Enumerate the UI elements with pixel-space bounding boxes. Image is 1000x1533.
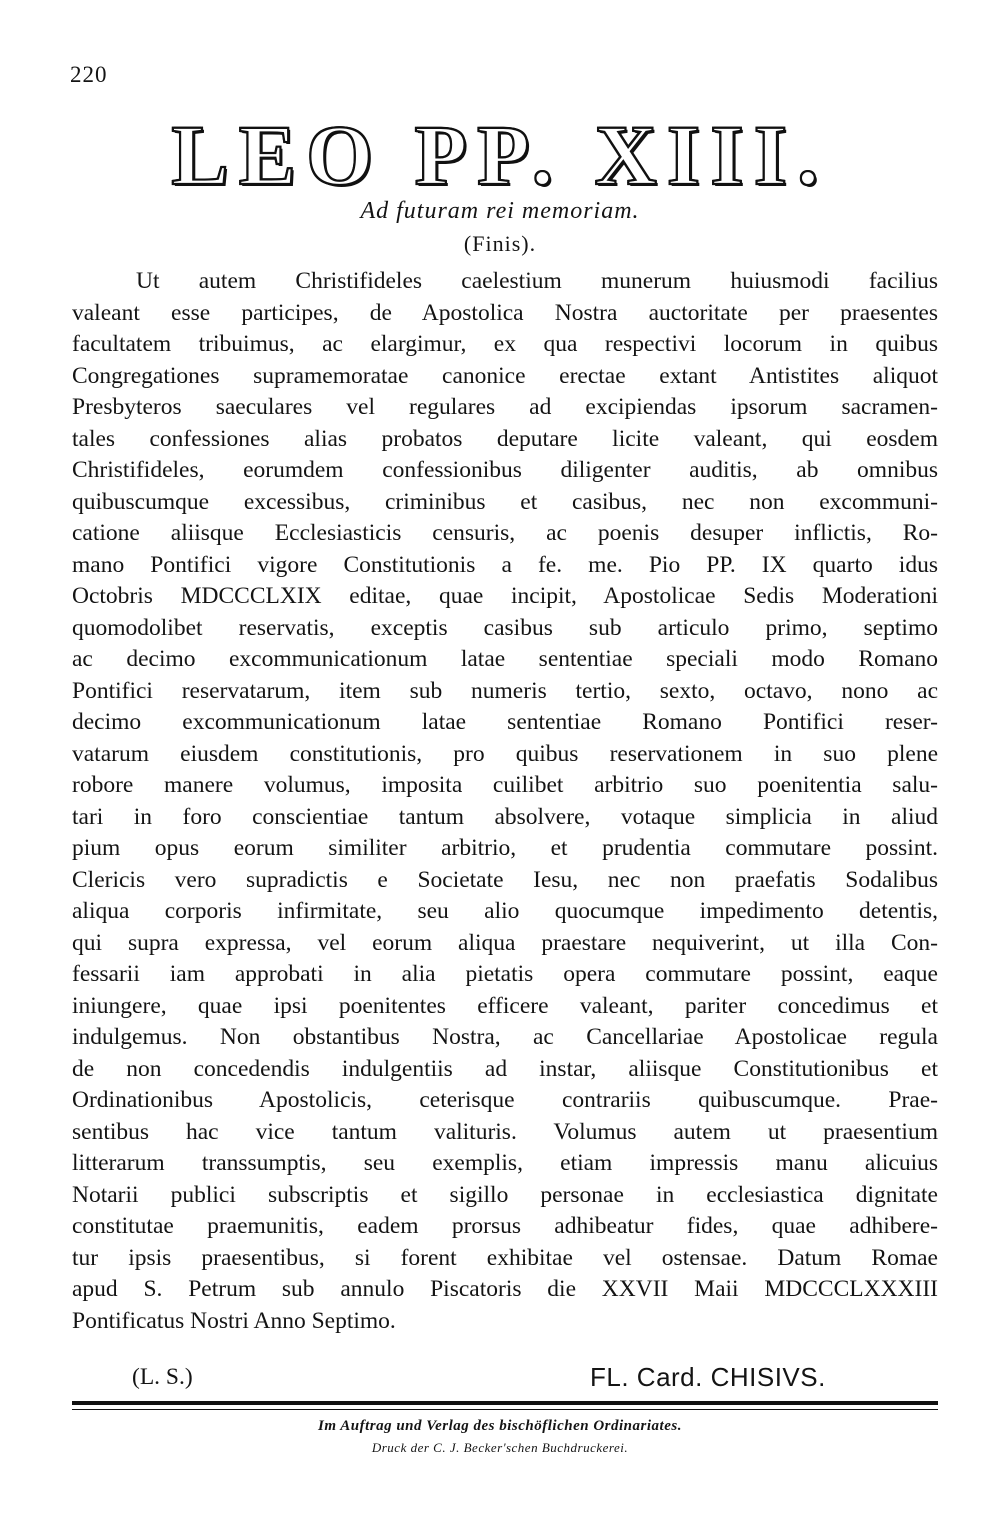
- text-line: catione aliisque Ecclesiasticis censuris, ac poenis desuper inflictis, Ro-: [72, 520, 938, 546]
- text-line: aliqua corporis infirmitate, seu alio quocumque impedimento detentis,: [72, 898, 938, 924]
- text-line: fessarii iam approbati in alia pietatis opera commutare possint, eaque: [72, 961, 938, 987]
- text-line: apud S. Petrum sub annulo Piscatoris die XXVII Maii MDCCCLXXXIII: [72, 1276, 938, 1302]
- text-line: valeant esse participes, de Apostolica Nostra auctoritate per praesentes: [72, 299, 938, 326]
- footer-rule-thick: [72, 1401, 938, 1405]
- subtitle: Ad futuram rei memoriam.: [360, 198, 640, 224]
- text-line: litterarum transsumptis, seu exemplis, etiam impressis manu alicuius: [72, 1150, 938, 1176]
- text-line: Ordinationibus Apostolicis, ceterisque contrariis quibuscumque. Prae-: [72, 1087, 938, 1113]
- text-line: quomodolibet reservatis, exceptis casibus sub articulo primo, septimo: [72, 614, 938, 641]
- text-line: Octobris MDCCCLXIX editae, quae incipit, Apostolicae Sedis Moderationi: [72, 583, 938, 609]
- text-line: sentibus hac vice tantum valituris. Volumus autem ut praesentium: [72, 1118, 938, 1145]
- text-line: Presbyteros saeculares vel regulares ad excipiendas ipsorum sacramen-: [72, 394, 938, 420]
- text-line: tari in foro conscientiae tantum absolvere, votaque simplicia in aliud: [72, 803, 938, 830]
- footer-rule-thin: [72, 1409, 938, 1410]
- text-line: indulgemus. Non obstantibus Nostra, ac Cancellariae Apostolicae regula: [72, 1024, 938, 1050]
- text-line: tales confessiones alias probatos deputare licite valeant, qui eosdem: [72, 425, 938, 452]
- text-line: quibuscumque excessibus, criminibus et casibus, nec non excommuni-: [72, 488, 938, 515]
- text-line: iniungere, quae ipsi poenitentes efficere valeant, pariter concedimus et: [72, 992, 938, 1019]
- text-line: Congregationes supramemoratae canonice erectae extant Antistites aliquot: [72, 362, 938, 389]
- text-line: robore manere volumus, imposita cuilibet arbitrio suo poenitentia salu-: [72, 772, 938, 798]
- text-line: Pontificatus Nostri Anno Septimo.: [72, 1307, 396, 1334]
- text-line: Notarii publici subscriptis et sigillo personae in ecclesiastica dignitate: [72, 1181, 938, 1208]
- text-line: pium opus eorum similiter arbitrio, et prudentia commutare possint.: [72, 835, 938, 861]
- text-line: de non concedendis indulgentiis ad instar, aliisque Constitutionibus et: [72, 1055, 938, 1082]
- finis-label: (Finis).: [463, 231, 537, 256]
- text-line: mano Pontifici vigore Constitutionis a fe. me. Pio PP. IX quarto idus: [72, 551, 938, 578]
- page-title: LEO PP. XIII.: [171, 107, 829, 203]
- seal-mark: (L. S.): [132, 1364, 193, 1390]
- text-line: facultatem tribuimus, ac elargimur, ex qua respectivi locorum in quibus: [72, 331, 938, 357]
- text-line: ac decimo excommunicationum latae sententiae speciali modo Romano: [72, 646, 938, 672]
- page-number: 220: [70, 62, 108, 87]
- imprint-publisher: Im Auftrag und Verlag des bischöflichen Ordinariates.: [318, 1418, 682, 1434]
- imprint-printer: Druck der C. J. Becker'schen Buchdruckerei.: [371, 1440, 629, 1455]
- text-line: qui supra expressa, vel eorum aliqua praestare nequiverint, ut illa Con-: [72, 929, 938, 956]
- text-line: Ut autem Christifideles caelestium munerum huiusmodi facilius: [136, 268, 938, 294]
- signature: FL. Card. CHISIVS.: [590, 1362, 826, 1392]
- text-line: decimo excommunicationum latae sententiae Romano Pontifici reser-: [72, 709, 938, 735]
- text-line: tur ipsis praesentibus, si forent exhibitae vel ostensae. Datum Romae: [72, 1244, 938, 1271]
- body-text: [72, 266, 938, 1337]
- text-line: Clericis vero supradictis e Societate Iesu, nec non praefatis Sodalibus: [72, 866, 938, 893]
- text-line: Pontifici reservatarum, item sub numeris tertio, sexto, octavo, nono ac: [72, 677, 938, 704]
- text-line: constitutae praemunitis, eadem prorsus adhibeatur fides, quae adhibere-: [72, 1213, 938, 1239]
- text-line: vatarum eiusdem constitutionis, pro quibus reservationem in suo plene: [72, 740, 938, 767]
- text-line: Christifideles, eorumdem confessionibus diligenter auditis, ab omnibus: [72, 457, 938, 483]
